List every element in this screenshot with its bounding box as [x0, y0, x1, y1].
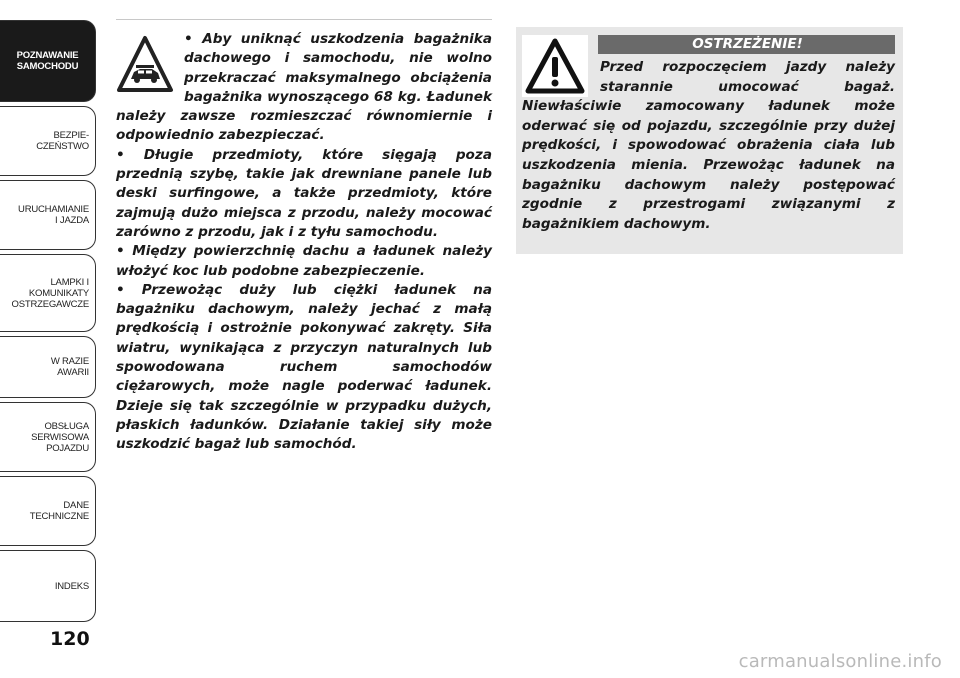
- tab-w-razie-awarii[interactable]: W RAZIE AWARII: [0, 336, 96, 398]
- tab-bezpieczenstwo[interactable]: BEZPIE- CZEŃSTWO: [0, 106, 96, 176]
- paragraph-blanket: • Między powierzchnię dachu a ładunek należy włożyć koc lub podobne zabezpieczenie.: [116, 243, 492, 279]
- tab-uruchamianie-i-jazda[interactable]: URUCHAMIANIE I JAZDA: [0, 180, 96, 250]
- chapter-tabs: [0, 0, 100, 640]
- warning-title: OSTRZEŻENIE!: [598, 35, 895, 54]
- tab-lampki-i-komunikaty[interactable]: LAMPKI I KOMUNIKATY OSTRZEGAWCZE: [0, 254, 96, 332]
- left-column: [116, 30, 492, 455]
- paragraph-roof-load: • Aby uniknąć uszkodzenia bagażnika dachowego i samochodu, nie wolno przekraczać maksymalnego obciążenia bagażnika wynoszącego 68 kg. Ładunek należy zawsze rozmieszczać równomiernie i odpowiednio zabezpieczać.: [116, 31, 492, 144]
- page-number: 120: [50, 628, 90, 650]
- vehicle-caution-icon: [116, 34, 174, 96]
- watermark: carmanualsonline.info: [738, 651, 942, 672]
- paragraph-long-items: • Długie przedmioty, które sięgają poza przednią szybę, takie jak drewniane panele lub deski surfingowe, a także przedmioty, które zajmują dużo miejsca z przodu, należy mocować zarówno z przodu, jak i z tyłu samochodu.: [116, 146, 492, 240]
- warning-triangle-icon: [522, 35, 588, 97]
- tab-dane-techniczne[interactable]: DANE TECHNICZNE: [0, 476, 96, 546]
- tab-obsluga-serwisowa[interactable]: OBSŁUGA SERWISOWA POJAZDU: [0, 402, 96, 472]
- tab-indeks[interactable]: INDEKS: [0, 550, 96, 622]
- warning-box: [516, 27, 903, 254]
- top-divider: [116, 19, 492, 20]
- paragraph-heavy-load: • Przewożąc duży lub ciężki ładunek na bagażniku dachowym, należy jechać z małą prędkością i ostrożnie pokonywać zakręty. Siła wiatru, wynikająca z przyczyn naturalnych lub spowodowana ruchem samochodów ciężarowych, może nagle poderwać ładunek. Dzieje się tak szczególnie w przypadku dużych, płaskich ładunków. Działanie takiej siły może uszkodzić bagaż lub samochód.: [116, 281, 492, 453]
- warning-text: Przed rozpoczęciem jazdy należy starannie umocować bagaż. Niewłaściwie zamocowany ładunek może oderwać się od pojazdu, szczególnie przy dużej prędkości, i spowodować obrażenia ciała lub uszkodzenia mienia. Przewożąc ładunek na bagażniku dachowym należy postępować zgodnie z przestrogami związanymi z bagażnikiem dachowym.: [522, 59, 895, 232]
- tab-poznawanie-samochodu[interactable]: POZNAWANIE SAMOCHODU: [0, 20, 96, 102]
